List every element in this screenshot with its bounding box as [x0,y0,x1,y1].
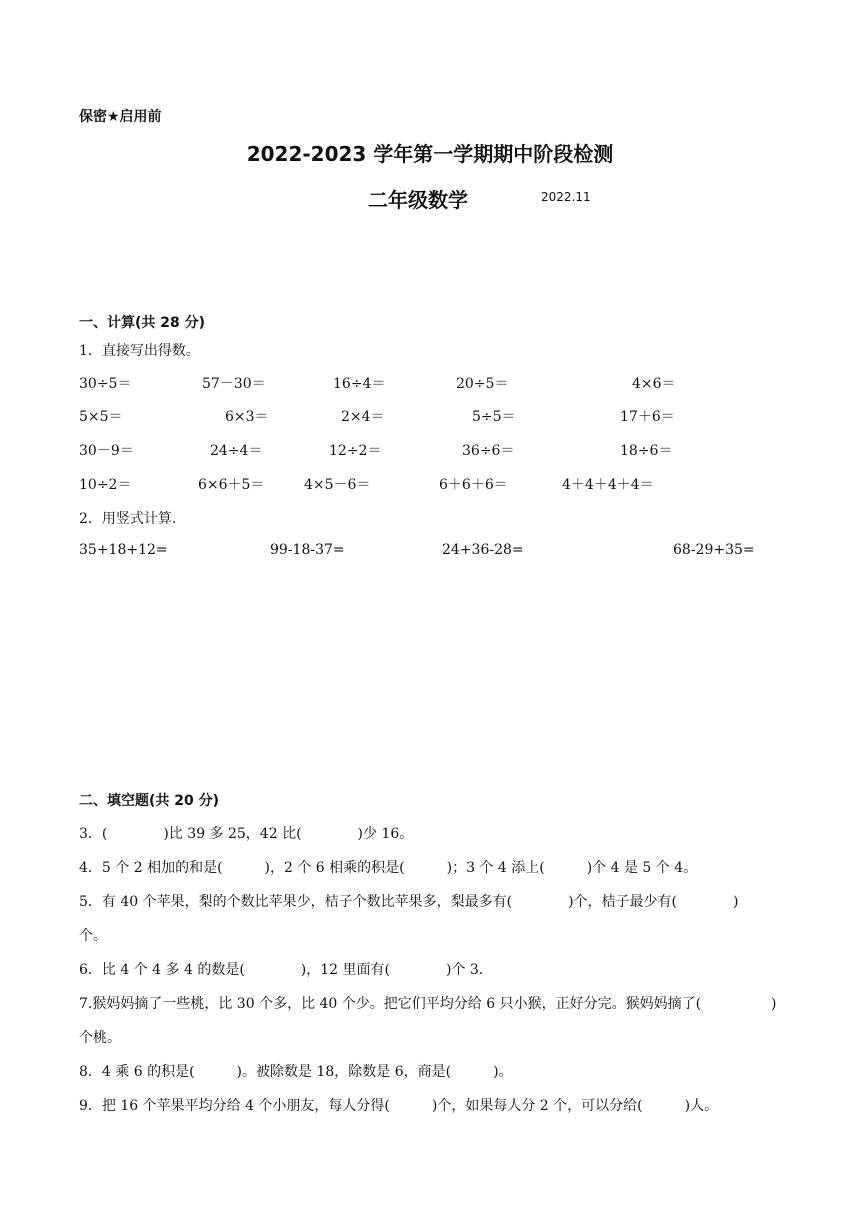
question-3: 3．( )比 39 多 25，42 比( )少 16。 [79,826,414,842]
question-2: 2．用竖式计算. [79,511,177,527]
vertical-problem: 99-18-37= [270,542,345,558]
problem: 10÷2＝ [79,477,132,493]
problem: 20÷5＝ [456,376,509,392]
problem: 18÷6＝ [620,443,673,459]
problem: 5×5＝ [79,409,123,425]
problem: 6＋6＋6＝ [439,477,508,493]
exam-subject: 二年级数学 [368,188,468,212]
question-5-cont: 个。 [79,928,107,944]
exam-title: 2022-2023 学年第一学期期中阶段检测 [246,142,614,166]
problem: 24÷4＝ [210,443,263,459]
question-8: 8．4 乘 6 的积是( )。被除数是 18，除数是 6，商是( )。 [79,1064,513,1080]
problem: 12÷2＝ [329,443,382,459]
problem: 6×6＋5＝ [198,477,265,493]
question-7: 7.猴妈妈摘了一些桃，比 30 个多，比 40 个少。把它们平均分给 6 只小猴，正好分完。猴妈妈摘了( ) [79,996,777,1012]
question-6: 6．比 4 个 4 多 4 的数是( )，12 里面有( )个 3． [79,962,493,978]
vertical-problem: 24+36-28= [442,542,524,558]
problem: 36÷6＝ [462,443,515,459]
problem: 5÷5＝ [472,409,516,425]
problem: 4×6＝ [632,376,676,392]
question-7-cont: 个桃。 [79,1030,121,1046]
confidential-label: 保密★启用前 [79,109,162,125]
problem: 2×4＝ [341,409,385,425]
problem: 30－9＝ [79,443,134,459]
problem: 4＋4＋4＋4＝ [562,477,654,493]
vertical-problem: 68-29+35= [673,542,755,558]
section-1-heading: 一、计算(共 28 分) [79,315,206,331]
problem: 16÷4＝ [333,376,386,392]
exam-date: 2022.11 [541,190,591,204]
question-1: 1．直接写出得数。 [79,343,200,359]
problem: 17＋6＝ [620,409,675,425]
vertical-problem: 35+18+12= [79,542,168,558]
question-5: 5．有 40 个苹果，梨的个数比苹果少，桔子个数比苹果多，梨最多有( )个，桔子最少有( ) [79,894,739,910]
problem: 30÷5＝ [79,376,132,392]
question-4: 4．5 个 2 相加的和是( )，2 个 6 相乘的积是( )；3 个 4 添上( )个 4 是 5 个 4。 [79,860,698,876]
problem: 4×5－6＝ [304,477,371,493]
question-9: 9．把 16 个苹果平均分给 4 个小朋友，每人分得( )个，如果每人分 2 个，可以分给( )人。 [79,1098,719,1114]
problem: 57－30＝ [202,376,266,392]
problem: 6×3＝ [225,409,269,425]
section-2-heading: 二、填空题(共 20 分) [79,793,220,809]
